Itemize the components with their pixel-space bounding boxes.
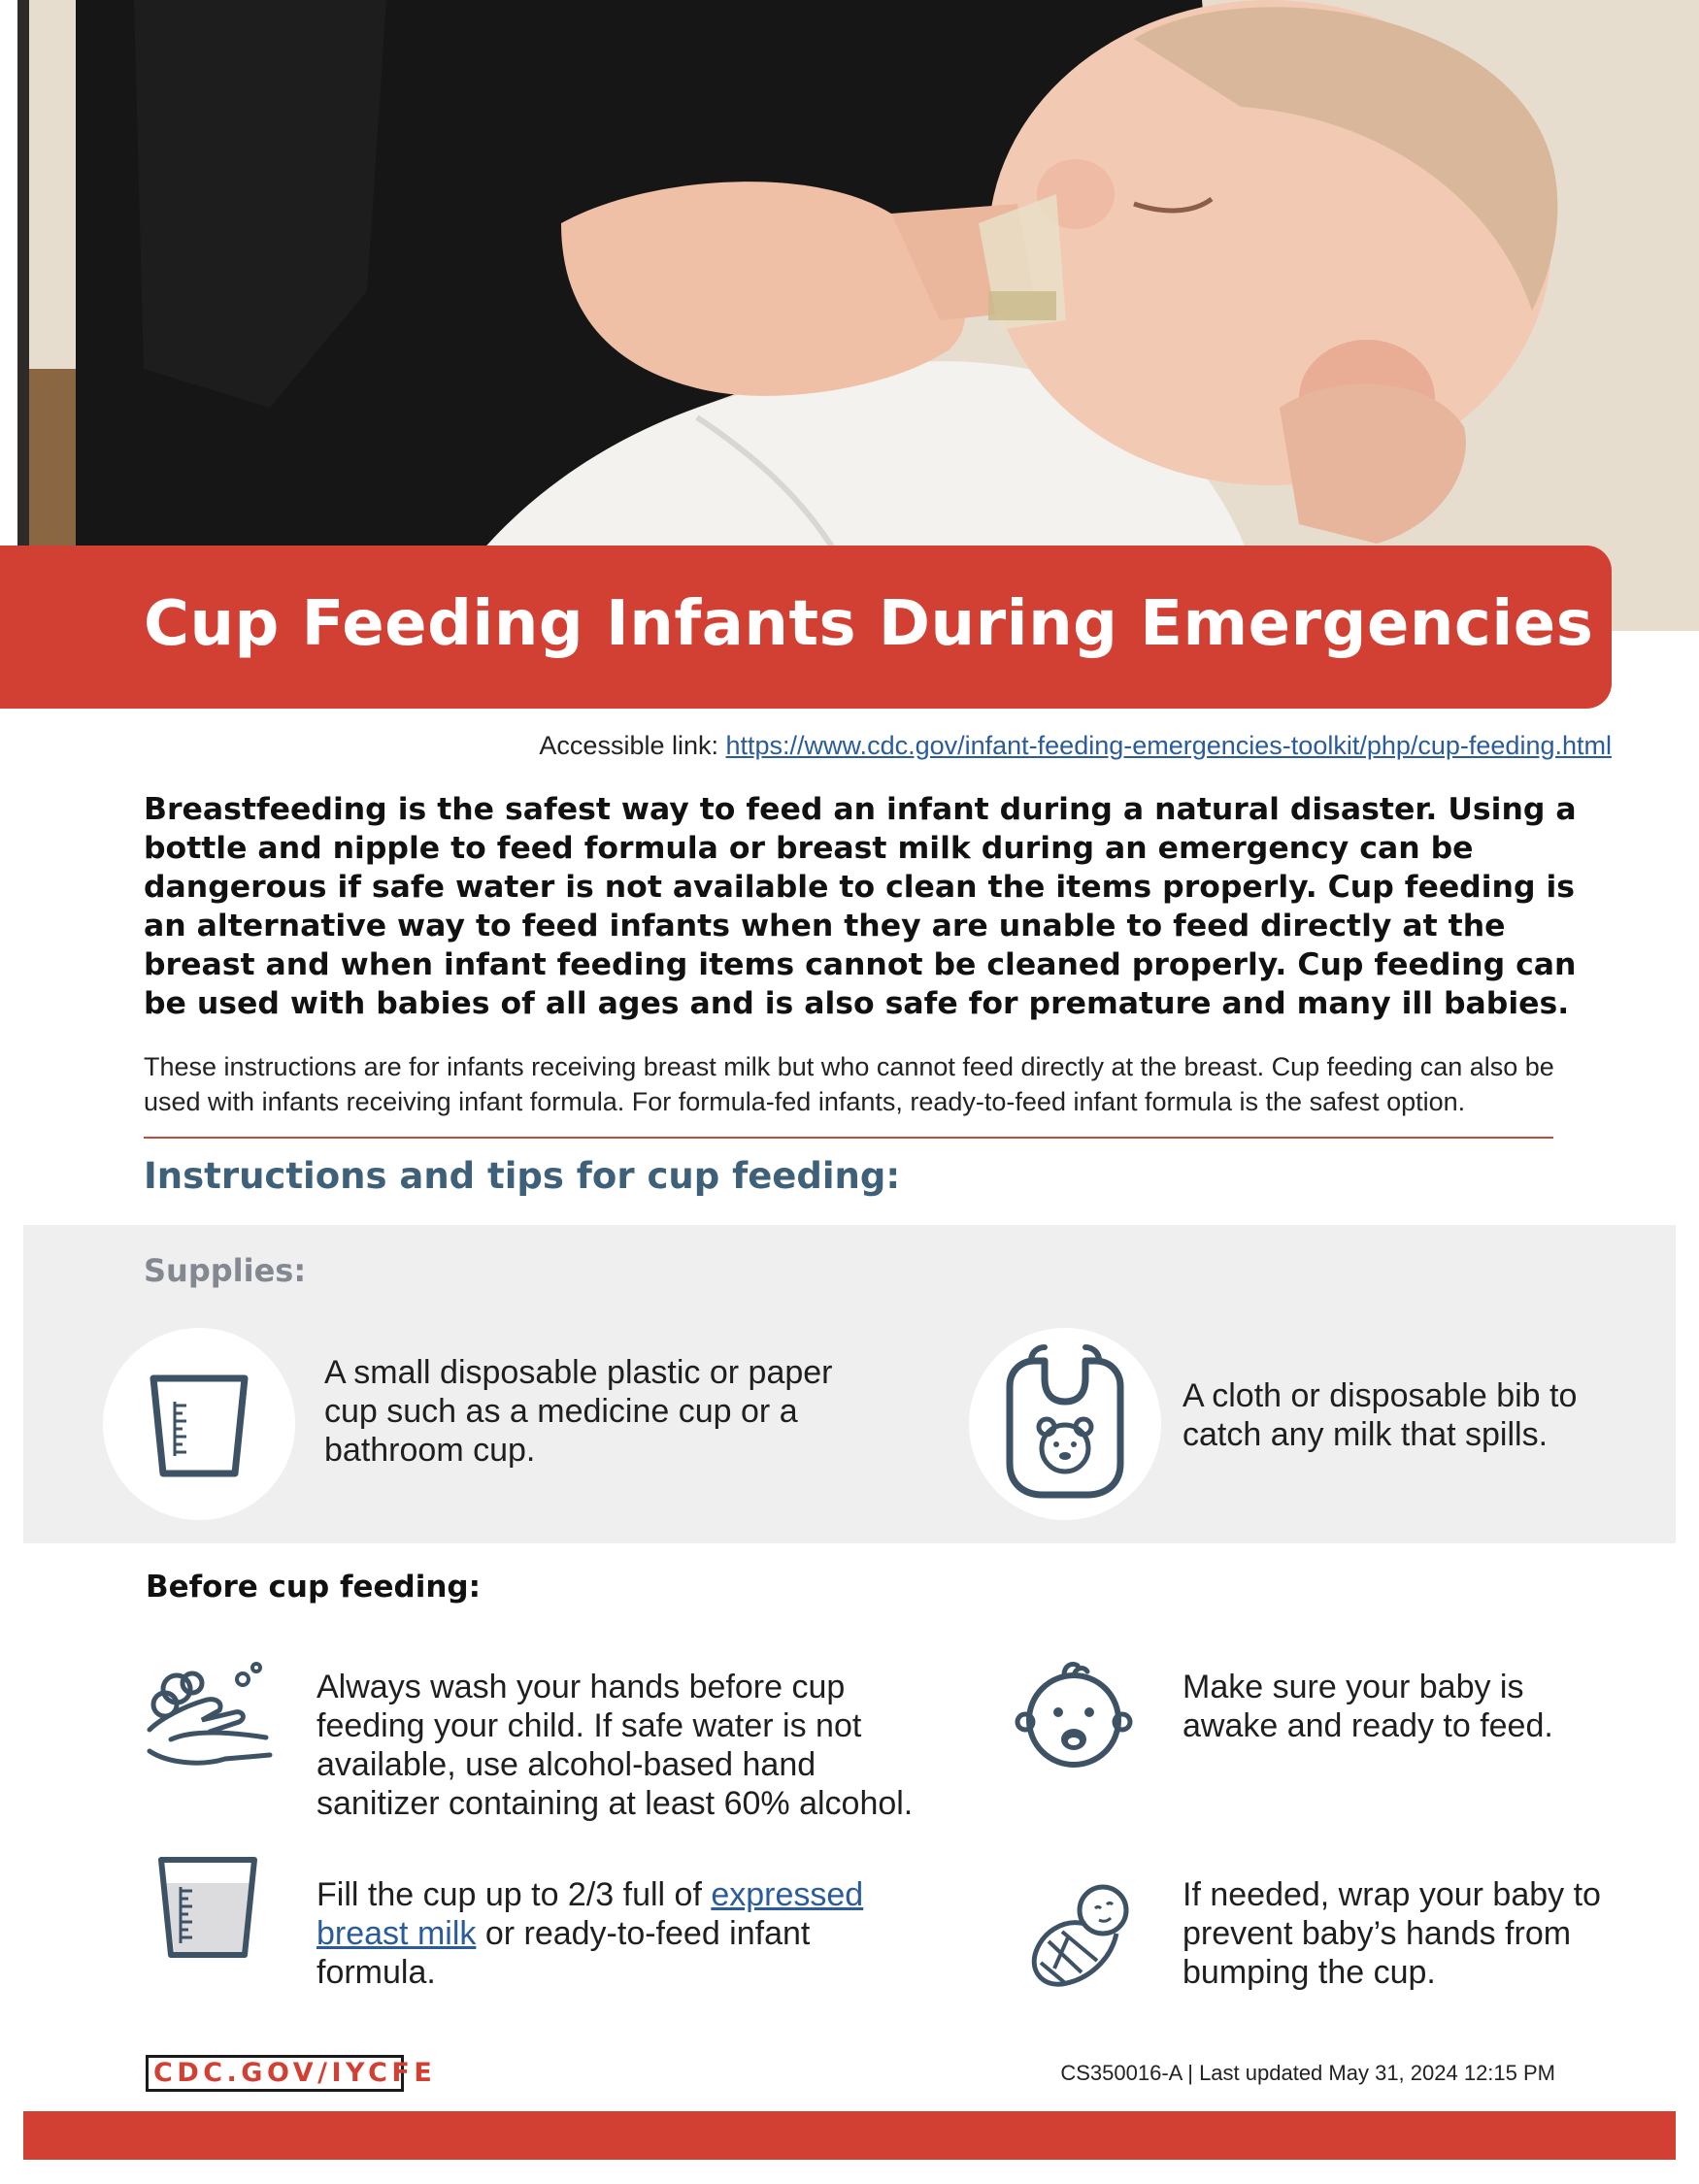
document-id: CS350016-A | Last updated May 31, 2024 12:15 PM (1060, 2061, 1555, 2085)
swaddled-baby-icon (1029, 1879, 1136, 1990)
step-swaddle-text: If needed, wrap your baby to prevent baby’s hands from bumping the cup. (1183, 1876, 1601, 1991)
supplies-panel (23, 1225, 1676, 1543)
supply-item-bib (969, 1328, 1161, 1520)
step-wash-hands-text: Always wash your hands before cup feeding your child. If safe water is not available, use alcohol-based hand sanitizer containing at least 60% alcohol. (316, 1669, 914, 1822)
caregiver-cup-feeding-infant-photo (17, 0, 1699, 631)
supply-item-cup (103, 1328, 295, 1520)
before-cup-feeding-label: Before cup feeding: (146, 1570, 481, 1605)
awake-baby-icon (1010, 1658, 1136, 1774)
footer-bar (23, 2111, 1676, 2160)
supplies-label: Supplies: (144, 1252, 307, 1289)
section-divider (144, 1137, 1553, 1139)
note-paragraph: These instructions are for infants receiving breast milk but who cannot feed directly at the breast. Cup feeding can also be used with infants receiving infant formula. For formula-fed infants, ready-to-feed infant formula is the safest option. (144, 1052, 1554, 1116)
lead-paragraph: Breastfeeding is the safest way to feed an infant during a natural disaster. Using a bottle and nipple to feed formula or breast milk during an emergency can be dangerous if safe water is not available to clean the items properly. Cup feeding is an alternative way to feed infants when they are unable to feed directly at the breast and when infant feeding items cannot be cleaned properly. Cup feeding can be used with babies of all ages and is also safe for premature and many ill babies. (144, 792, 1577, 1021)
supply-bib-text: A cloth or disposable bib to catch any milk that spills. (1183, 1377, 1578, 1453)
filled-cup-icon (155, 1854, 260, 1963)
accessible-link-label: Accessible link: (539, 731, 718, 760)
supply-cup-text: A small disposable plastic or paper cup such as a medicine cup or a bathroom cup. (324, 1354, 833, 1469)
cdc-iycfe-logo: CDC.GOV/IYCFE (146, 2055, 404, 2092)
hand-washing-icon (142, 1662, 278, 1778)
accessible-link[interactable]: https://www.cdc.gov/infant-feeding-emergencies-toolkit/php/cup-feeding.html (725, 731, 1612, 760)
page-title: Cup Feeding Infants During Emergencies (144, 588, 1594, 660)
expressed-breast-milk-link[interactable]: expressed breast milk (316, 1876, 864, 1952)
measuring-cup-icon (103, 1328, 295, 1520)
title-banner (0, 546, 1612, 709)
bib-icon (969, 1328, 1161, 1520)
step-awake-text: Make sure your baby is awake and ready to feed. (1183, 1669, 1553, 1744)
step-fill-cup-text-end: or ready-to-feed infant formula. (316, 1915, 811, 1991)
instructions-heading: Instructions and tips for cup feeding: (144, 1155, 901, 1197)
step-fill-cup-text-start: Fill the cup up to 2/3 full of (316, 1876, 712, 1913)
hero-photo (17, 0, 1699, 631)
accessible-link-line (539, 731, 1612, 761)
step-fill-cup-text (316, 1875, 880, 1992)
